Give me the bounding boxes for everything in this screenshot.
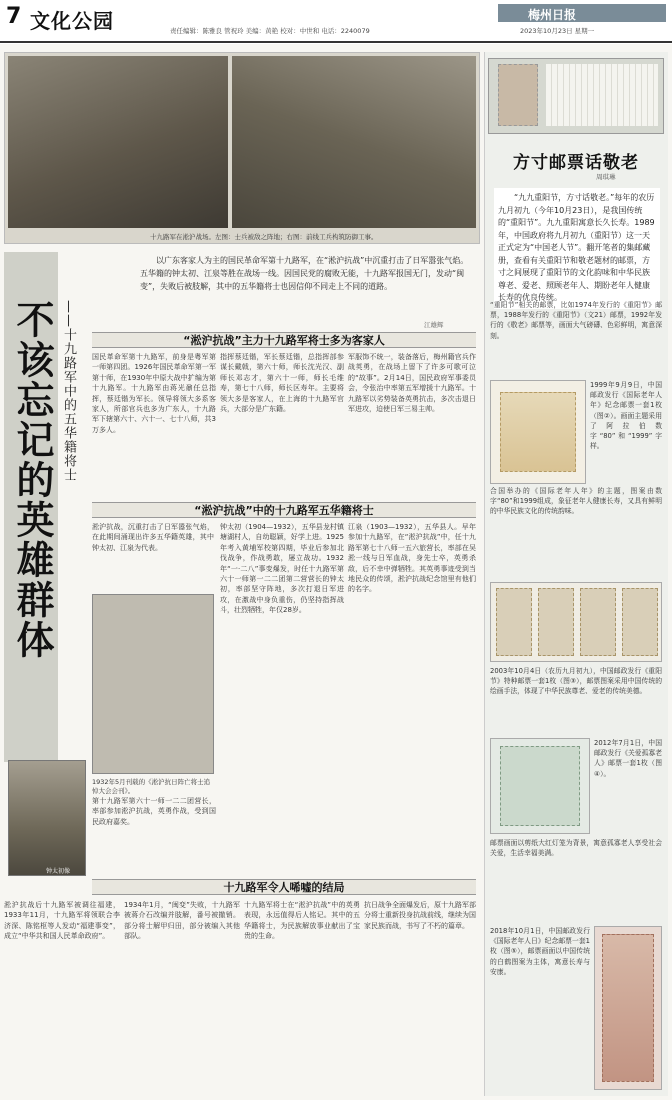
- section-heading-3: 十九路军令人唏嘘的结局: [92, 879, 476, 895]
- section-heading-1: “淞沪抗战”主力十九路军将士多为客家人: [92, 332, 476, 348]
- header-divider: [0, 41, 672, 43]
- body-column: 淞沪抗战，沉重打击了日军嚣张气焰，在此期间涌现出许多五华籍英雄，其中钟太初、江泉为代表。: [92, 523, 214, 552]
- body-column: 指挥蔡廷锴，军长蔡廷锴，总指挥部参谋长戴戟，第六十师，师长沈光汉、副师长邓志才，第六十一师，师长毛维寿，第七十八师，师长区寿年。主要将领大多是客家人，在上海的十九路军官兵，大部分是广东籍。: [220, 353, 344, 414]
- photo-caption: 十九路军在淞沪战场。左图：士兵被敌之阵地；右图：前线工兵构筑防御工事。: [150, 233, 378, 241]
- right-article-title: 方寸邮票话敬老: [513, 153, 639, 173]
- right-body-text: 2012年7月1日，中国邮政发行《关爱孤寡老人》邮票一套1枚（图④）。: [594, 739, 662, 778]
- feature-author: 江雄辉: [424, 321, 444, 329]
- page-header: [0, 0, 672, 44]
- portrait-photo: [8, 760, 86, 876]
- feature-title: 不该忘记的英雄群体: [10, 300, 54, 660]
- right-body-text: “重阳节”相关的邮票，比如1974年发行的《重阳节》邮票，1988年发行的《重阳节》（文21）邮票，1992年发行的《敬老》邮票等，画面大气磅礴、色彩鲜明，寓意深刻。: [490, 301, 662, 340]
- stamp-image: [602, 934, 654, 1082]
- calligraphy-image: [546, 64, 658, 126]
- body-column: 国民革命军第十九路军，前身是粤军第一师第四团。1926年国民革命军第一军第十师，在1930年中原大战中扩编为第十九路军。十九路军由蒋光鼐任总指挥，蔡廷锴为军长。领导将领大多系客家人，所部官兵也多为广东人，十九路军下辖第六十、六十一、七十八师，共3万多人。: [92, 353, 216, 434]
- right-body-text: 2003年10月4日（农历九月初九），中国邮政发行《重阳节》特种邮票一套1枚（图③），邮票图案采用中国传统的绘画手法，体现了中华民族尊老、爱老的传统美德。: [490, 667, 662, 696]
- right-article-author: 周琪琳: [596, 173, 616, 181]
- document-caption: 1932年5月刊载的《淞沪抗日阵亡将士追悼大会会刊》。: [92, 778, 211, 795]
- masthead: 梅州日报: [498, 4, 666, 22]
- stamp-image: [622, 588, 658, 656]
- historical-document-image: [92, 594, 214, 774]
- section-heading-2: “淞沪抗战”中的十九路军五华籍将士: [92, 502, 476, 518]
- stamp-image: [500, 746, 580, 826]
- body-column: 江泉（1903—1932），五华县人。早年参加十九路军，在“淞沪抗战”中，任十九路军第七十八师一五六旅营长，率部在吴淞一线与日军血战，身先士卒，英勇杀敌，后不幸中弹牺牲。其英勇事迹受到当地民众的传颂，淞沪抗战纪念馆里有他们的名字。: [348, 523, 476, 594]
- stamp-image: [498, 64, 538, 126]
- body-column: 1934年1月，“闽变”失败，十九路军被蒋介石改编并肢解，番号被撤销。部分将士解甲归田，部分被编入其他部队。: [124, 901, 240, 941]
- right-body-text: 合国举办的《国际老年人年》的主题，图案由数字“80”和1999组成，象征老年人健康长寿，又具有鲜明的中华民族文化的传统韵味。: [490, 487, 662, 516]
- portrait-caption: 钟太初像: [46, 868, 71, 875]
- battlefield-photo-left: [8, 56, 228, 228]
- page-number: 7: [6, 4, 22, 29]
- issue-date: 2023年10月23日 星期一: [520, 27, 595, 35]
- body-column: 十九路军将士在“淞沪抗战”中的英勇表现，永远值得后人铭记。其中的五华籍将士，为民族解放事业献出了宝贵的生命。: [244, 901, 360, 941]
- section-name: 文化公园: [30, 9, 114, 33]
- editor-credits: 责任编辑：陈雅良 管祝玲 美编：黄艳 校对：中世和 电话：2240079: [170, 27, 370, 35]
- feature-lead: 以广东客家人为主的国民革命军第十九路军，在“淞沪抗战”中沉重打击了日军嚣张气焰。五华籍的钟太初、江泉等胜在战场一线。因国民党的腐败无能，十九路军报国无门，发动“闽变”，失败后被肢解，其中的五华籍将士也因信仰不同走上不同的道路。: [140, 256, 469, 291]
- feature-subtitle: ——十九路军中的五华籍将士: [61, 300, 76, 482]
- body-column: 军服饰不统一，装备落后，梅州籍官兵作战英勇，在战场上留下了许多可歌可泣的“故事”。2月14日，国民政府军事委员会，令张治中率第五军增援十九路军。十九路军以劣势装备英勇抗击，多次击退日军进攻，迫使日军三易主帅。: [348, 353, 476, 414]
- right-body-text: 1999年9月9日，中国邮政发行《国际老年人年》纪念邮票一套1枚（图②）。画面主题采用了阿拉伯数字“80”和“1999”字样。: [590, 381, 662, 451]
- body-column: 第十九路军第六十一师一二二团营长，率部参加淞沪抗战，英勇作战，受到国民政府嘉奖。: [92, 797, 216, 826]
- battlefield-photo-right: [232, 56, 476, 228]
- right-article-lead: “九九重阳节，方寸话敬老。”每年的农历九月初九（今年10月23日），是我国传统的“重阳节”。九九重阳寓意长久长寿。1989年，中国政府将九月初九（重阳节）这一天正式定为“中国老人节”。翻开笔者的集邮藏册，查看有关重阳节和敬老题材的邮票，方寸之间展现了重阳节的文化韵味和中华民族尊老、爱老、照顾老年人、期盼老年人健康长寿的优良传统。: [494, 188, 660, 309]
- right-body-text: 2018年10月1日，中国邮政发行《国际老年人日》纪念邮票一套1枚（图⑤），邮票画面以中国传统的白鹤图案为主体，寓意长寿与安康。: [490, 927, 590, 976]
- stamp-image: [538, 588, 574, 656]
- body-column: 钟太初（1904—1932），五华县龙村镇塘湖村人，自幼聪颖，好学上进。1925年考入黄埔军校第四期，毕业后参加北伐战争，作战勇敢，屡立战功。1932年“一·二八”事变爆发，时任十九路军第六十一师第一二二团第二营营长的钟太初，率部坚守阵地，多次打退日军进攻，在激战中身负重伤，仍坚持指挥战斗，壮烈牺牲，年仅28岁。: [220, 523, 344, 615]
- stamp-image: [500, 392, 576, 472]
- stamp-image: [496, 588, 532, 656]
- stamp-image: [580, 588, 616, 656]
- right-body-text: 邮票画面以剪纸大红灯笼为背景，寓意孤寡老人享受社会关爱，生活幸福美满。: [490, 839, 662, 858]
- body-column: 淞沪抗战后十九路军被调往福建，1933年11月，十九路军将领联合李济深、陈铭枢等人发动“福建事变”，成立“中华共和国人民革命政府”。: [4, 901, 120, 941]
- body-column: 抗日战争全面爆发后，原十九路军部分将士重新投身抗战前线，继续为国家民族而战，书写了不朽的篇章。: [364, 901, 476, 930]
